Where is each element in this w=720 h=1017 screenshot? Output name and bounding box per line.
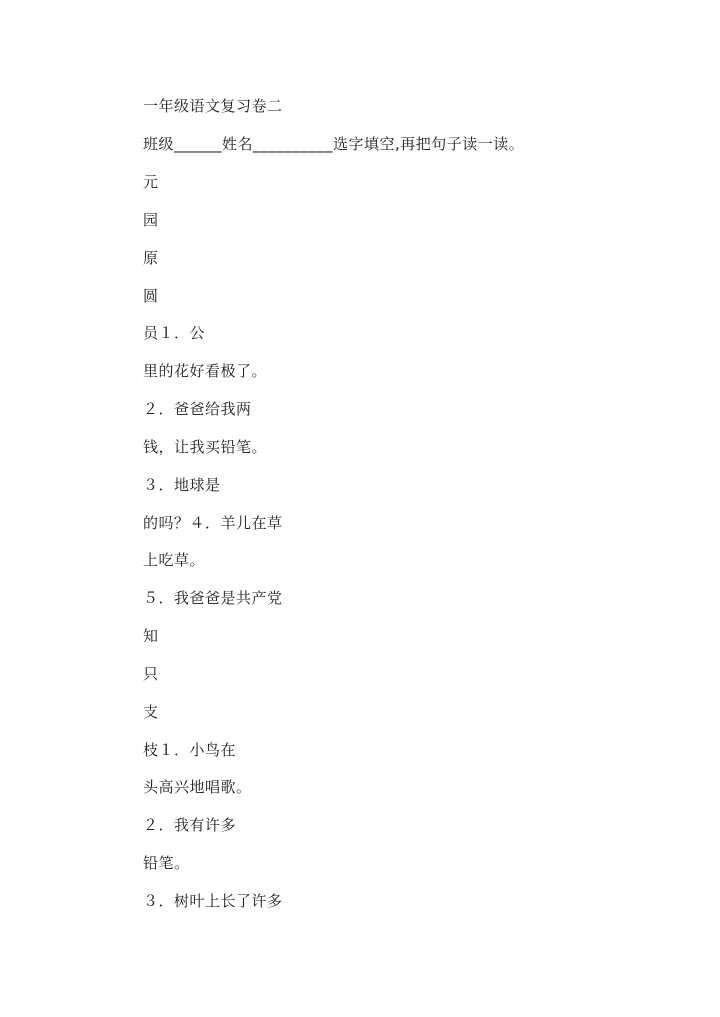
doc-line: 的吗？４．羊儿在草 — [143, 514, 283, 532]
doc-title: 一年级语文复习卷二 — [143, 97, 283, 115]
doc-line: ３．树叶上长了许多 — [143, 892, 283, 910]
doc-line: 园 — [143, 211, 159, 229]
doc-line: 知 — [143, 627, 159, 645]
doc-line: 支 — [143, 703, 159, 721]
doc-line: ２．我有许多 — [143, 816, 237, 834]
doc-line: 原 — [143, 249, 159, 267]
doc-line: ５．我爸爸是共产党 — [143, 589, 283, 607]
doc-line: 枝１．小鸟在 — [143, 741, 237, 759]
doc-line: 钱，让我买铅笔。 — [143, 438, 268, 456]
doc-line: ３．地球是 — [143, 476, 221, 494]
doc-line: 里的花好看极了。 — [143, 362, 268, 380]
doc-line: 员１．公 — [143, 324, 206, 342]
doc-line: 铅笔。 — [143, 854, 190, 872]
doc-line: 头高兴地唱歌。 — [143, 778, 252, 796]
doc-line: 元 — [143, 173, 159, 191]
doc-line: 只 — [143, 665, 159, 683]
doc-line: 班级______姓名__________选字填空,再把句子读一读。 — [143, 135, 525, 153]
doc-line: ２．爸爸给我两 — [143, 400, 252, 418]
doc-line: 上吃草。 — [143, 551, 206, 569]
doc-line: 圆 — [143, 287, 159, 305]
